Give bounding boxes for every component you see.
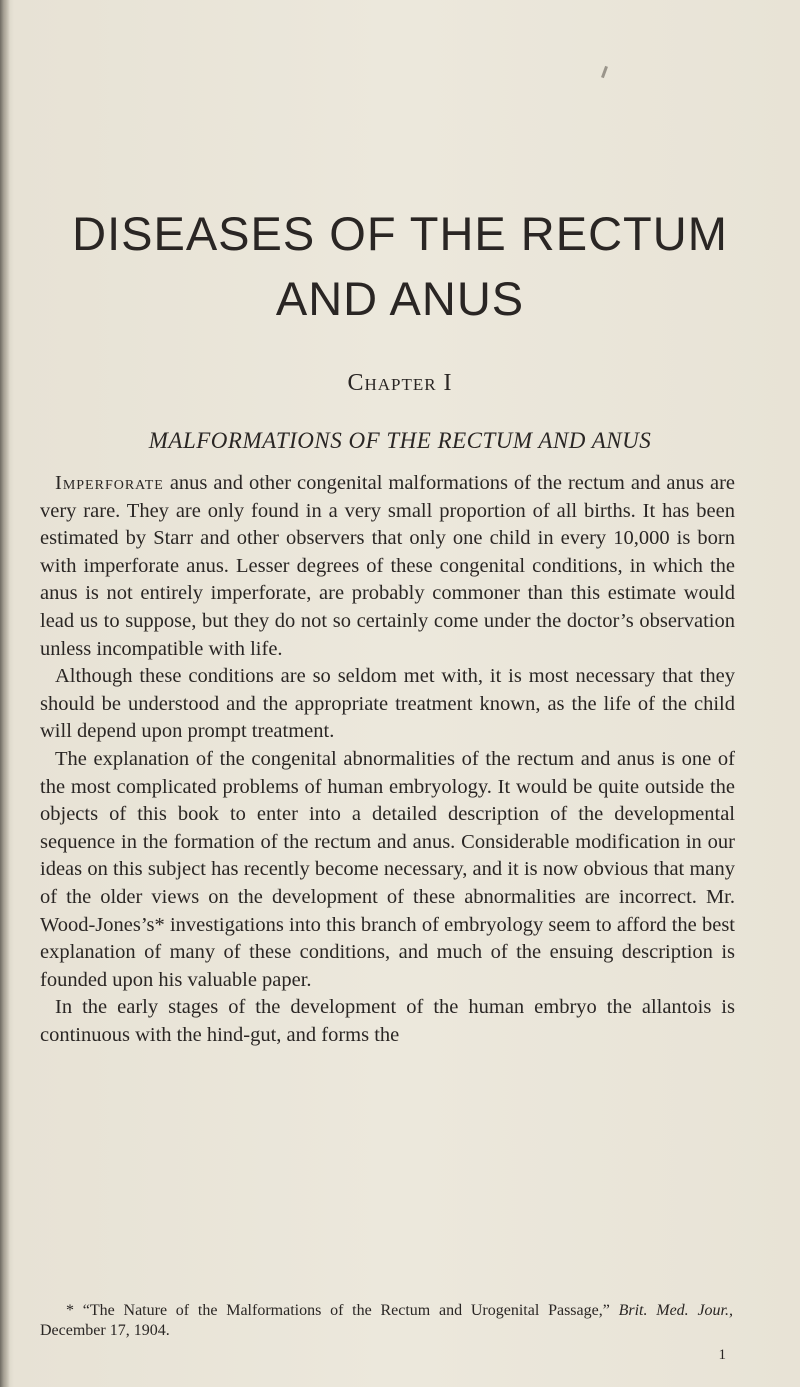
paragraph-1-text: anus and other congenital malformations of the rectum and anus are very rare. They are only found in a very small proportion of all births. It has been estimated by Starr and other observers that only one child in every 10,000 is born with imperforate anus. Lesser degrees of these congenital conditions, in which the anus is not entirely imperforate, are probably commoner than this estimate would lead us to suppose, but they do not so certainly come under the doctor’s observation unless incompatible with life. [40,472,735,660]
footnote-marker: * [66,1302,74,1319]
book-title-line-2: AND ANUS [275,272,525,325]
paragraph-3: The explanation of the congenital abnormalities of the rectum and anus is one of the most complicated problems of human embryology. It would be quite outside the objects of this book to enter into a detailed description of the developmental sequence in the formation of the rectum and anus. Considerable modification in our ideas on this subject has recently become necessary, and it is now obvious that many of the older views on the development of these abnormalities are incorrect. Mr. Wood-Jones’s* investigations into this branch of embryology seem to afford the best explanation of many of these conditions, and much of the ensuing description is founded upon his valuable paper. [40,747,735,991]
pencil-mark [601,66,608,78]
chapter-label: Chapter I [347,370,453,396]
footnote-journal: Brit. Med. Jour., [618,1302,733,1319]
footnote-title: “The Nature of the Malformations of the Rectum and Urogenital Passage,” [74,1302,619,1319]
paragraph-4: In the early stages of the development of the human embryo the allantois is continuous with the hind-gut, and forms the [40,996,735,1046]
footnote [40,1301,733,1341]
book-title-line-1: DISEASES OF THE RECTUM [72,207,728,260]
page-number: 1 [718,1347,726,1363]
body-text [40,470,735,1049]
paragraph-2: Although these conditions are so seldom met with, it is most necessary that they should be understood and the appropriate treatment known, as the life of the child will depend upon prompt treatment. [40,665,735,743]
paragraph-1 [40,470,735,663]
footnote-date: December 17, 1904. [40,1322,170,1339]
binding-shadow [0,0,10,1387]
lead-word: Imperforate [55,472,164,494]
chapter-title: MALFORMATIONS OF THE RECTUM AND ANUS [148,428,652,453]
